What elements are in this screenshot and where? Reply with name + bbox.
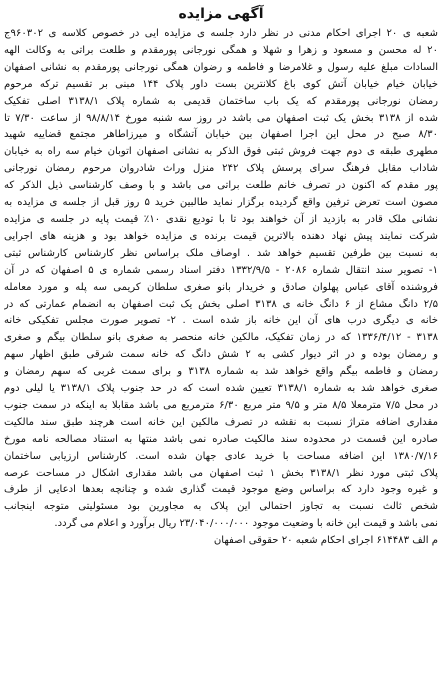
notice-line: مقداری اضافه متراژ نسبت به نقشه در تصرف مالکین این خانه است هرچند طبق سند مالکیت [4,416,438,428]
notice-line: شاداب مقابل فرهنگ سرای پرسش پلاک ۲۴۲ منزل وراث شادروان مرحوم رمضان نورجانی [4,163,438,175]
notice-line: ۱- تصویر سند انتقال شماره ۲۰۸۶ - ۱۳۳۲/۹/۵ دفتر اسناد رسمی شماره ی ۵ اصفهان که در آن [4,264,438,276]
notice-line: فروشنده آقای عباس پهلوان صادق و خریدار بانو صغری سلطان کریمی سه پله و مورد معامله [4,281,438,293]
notice-line: رمضان نورجانی پورمقدم که یک باب ساختمان قدیمی به شماره پلاک ۳۱۳۸/۱ اصلی تفکیک [4,95,438,107]
notice-line: خانه ی دیگری درب های آن این خانه باز شده است . ۲- تصویر صورت مجلس تفکیکی خانه [4,315,438,327]
notice-line: مصون است تعرض ترفین واقع گردیده برگزار نماید طالبین خرید ۵ روز قبل از جلسه ی مزایده به [4,197,438,209]
notice-line: خیابان خیام خیابان آتش کوی باغ کلانترین بست داور پلاک ۱۴۴ مبنی بر تقسیم ترکه مرحوم [4,78,438,90]
notice-line: شده از ۳۱۳۸ بخش یک ثبت اصفهان می باشد در روز سه شنبه مورخ ۹۸/۸/۱۴ از ساعت ۷/۳۰ تا [4,112,438,124]
notice-line: ۱۳۸۰/۷/۱۶ این اضافه مساحت با خرید عادی جهان شده است. کارشناس ارزیابی ساختمان [4,450,438,462]
notice-title: آگهی مزایده [178,6,264,22]
notice-line: صادره این قسمت در محدوده سند مالکیت صادره نمی باشد منتها به استناد مصالحه نامه مورخ [4,433,438,445]
notice-line: پلاک ثبتی مورد نظر ۳۱۳۸/۱ بخش ۱ ثبت اصفهان می باشد مقداری اشکال در مساحت عرصه [4,467,438,479]
notice-line: به نسبت بین طرفین تقسیم خواهد شد . اوصاف ملک براساس نظر کارشناس کارشناس ثبتی [4,247,438,259]
notice-line: ۸/۳۰ صبح در محل این اجرا اصفهان بین خیابان آتشگاه و میرزاطاهر مجتمع قضاییه شهید [4,129,438,141]
notice-line: شعبه ی ۲۰ اجرای احکام مدنی در نظر دارد جلسه ی مزایده ایی در خصوص کلاسه ی ۹۶۰۳۰۲ج [4,28,438,39]
notice-body [4,26,438,533]
notice-line: شرکت نمایند پیش نهاد دهنده بالاترین قیمت برنده ی مزایده خواهد بود و هزینه های اجرایی [4,230,438,242]
notice-line: و رمضان بوده و در اثر دیوار کشی به ۲ شش دانگ که خانه سمت شرقی طبق اظهار سهم [4,349,438,361]
notice-line: صغری خواهد شد به شماره ۳۱۳۸/۱ تعیین شده است که در حد جنوب پلاک ۳۱۳۸/۱ یا لیلی دوم [4,383,438,395]
notice-line: رمضان و فاطمه بیگم واقع خواهد شد به شماره ۳۱۳۸ و برای سمت غربی که سهم رمضان و [4,366,438,378]
notice-line: مطهری طبقه ی دوم جهت فروش ثبتی فوق الذکر به نشانی اصفهان اتوبان خیام سه راه به خیابان [4,146,438,158]
notice-line: ۳۱۳۸ - ۱۳۳۶/۴/۱۲ که در زمان تفکیک، مالکین خانه منحصر به صغری بانو سلطان بیگم و صغری [4,332,438,344]
notice-line: و غیره وجود دارد که براساس وضع موجود قیمت گذاری شده و چنانچه بعدها ادعایی از طرف [4,484,438,496]
notice-line: ۲۰ له محسن و مسعود و زهرا و شهلا و همگی نورجانی پورمقدم و طلعت براتی به وکالت الهه [4,44,438,56]
notice-line: پور مقدم که اکنون در تصرف خانم طلعت براتی می باشد و با وصف کارشناسی ذیل الذکر که [4,180,438,192]
notice-footer: م الف ۶۱۴۴۸۳ اجرای احکام شعبه ۲۰ حقوقی اصفهان [213,535,438,547]
notice-line: در محل ۷/۵ مترمعلا ۸/۵ متر و ۹/۵ متر مربع ۶/۳۰ مترمربع می باشد مقابلا به اینکه در سمت جنوب [4,399,438,411]
notice-line: السادات مبلغ علیه رسول و غلامرضا و فاطمه و رضوان همگی نورجانی پورمقدم به نشانی اصفهان [4,61,438,73]
notice-line: نمی باشد و قیمت این خانه با وضعیت موجود ۲۳/۰۴۰/۰۰۰/۰۰۰ ریال برآورد و اعلام می گردد. [54,518,438,530]
notice-line: شخص ثالث نسبت به تجاوز احتمالی این پلاک به مجاورین بود مسئولیتی متوجه اینجانب [4,501,438,513]
notice-line: ۲/۵ دانگ مشاع از ۶ دانگ خانه ی ۳۱۳۸ اصلی بخش یک ثبت اصفهان به انضمام عمارتی که در [4,298,438,310]
notice-line: نشانی ملک قادر به بازدید از آن خواهند بود تا با تودیع نقدی ۱۰٪ قیمت پایه در جلسه ی مزایده [4,213,438,225]
